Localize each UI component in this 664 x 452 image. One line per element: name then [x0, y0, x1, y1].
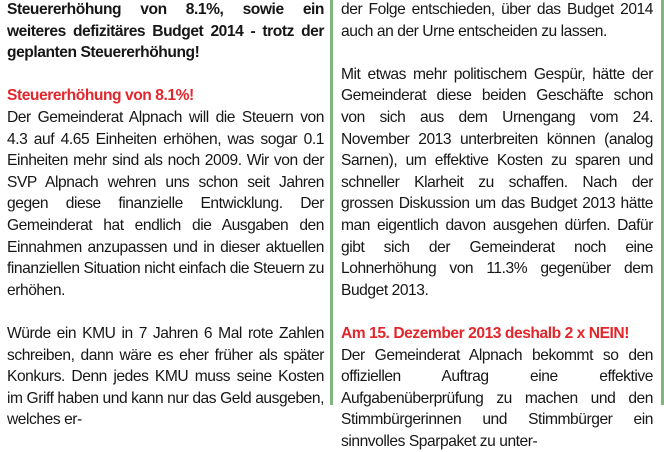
tax-increase-paragraph: Der Gemeinderat Alpnach will die Steuern von 4.3 auf 4.65 Einheiten erhöhen, was sogar 0.1 Einheiten mehr sind als noch 2009. Wir von der SVP Alpnach wehren uns schon seit Jahren gegen diese finanzielle Entwicklung. Der Gemeinderat hat endlich die Ausgaben den Einnahmen anzupassen und in dieser aktuellen finanziellen Situation nicht einfach die Steuern zu erhöhen. — [7, 107, 324, 301]
budget-vote-paragraph: der Folge entschieden, über das Budget 2014 auch an der Urne entscheiden zu lassen. — [341, 0, 653, 42]
section-heading-tax-increase: Steuererhöhung von 8.1%! — [7, 85, 324, 107]
mandate-paragraph: Der Gemeinderat Alpnach bekommt so den offiziellen Auftrag eine effektive Aufgabenüberprüfung zu machen und den Stimmbürgerinnen und Stimmbürger ein sinnvolles Sparpaket zu unter- — [341, 345, 653, 452]
political-paragraph: Mit etwas mehr politischem Gespür, hätte der Gemeinderat diese beiden Geschäfte schon von sich aus dem Urnengang vom 24. November 2013 unterbreiten können (analog Sarnen), um effektive Kosten zu sparen und schneller Klarheit zu schaffen. Nach der grossen Diskussion um das Budget 2013 hätte man eigentlich davon ausgehen dürfen. Dafür gibt sich der Gemeinderat noch eine Lohnerhöhung von 11.3% gegenüber dem Budget 2013. — [341, 64, 653, 302]
intro-heading: Steuererhöhung von 8.1%, sowie ein weiteres defizitäres Budget 2014 - trotz der geplanten Steuererhöhung! — [7, 0, 324, 64]
right-column — [333, 0, 661, 405]
section-heading-vote-no: Am 15. Dezember 2013 deshalb 2 x NEIN! — [341, 323, 653, 345]
kmu-paragraph: Würde ein KMU in 7 Jahren 6 Mal rote Zahlen schreiben, dann wäre es eher früher als später Konkurs. Denn jedes KMU muss seine Kosten im Griff haben und kann nur das Geld ausgeben, welches er- — [7, 323, 324, 431]
left-column — [0, 0, 330, 405]
